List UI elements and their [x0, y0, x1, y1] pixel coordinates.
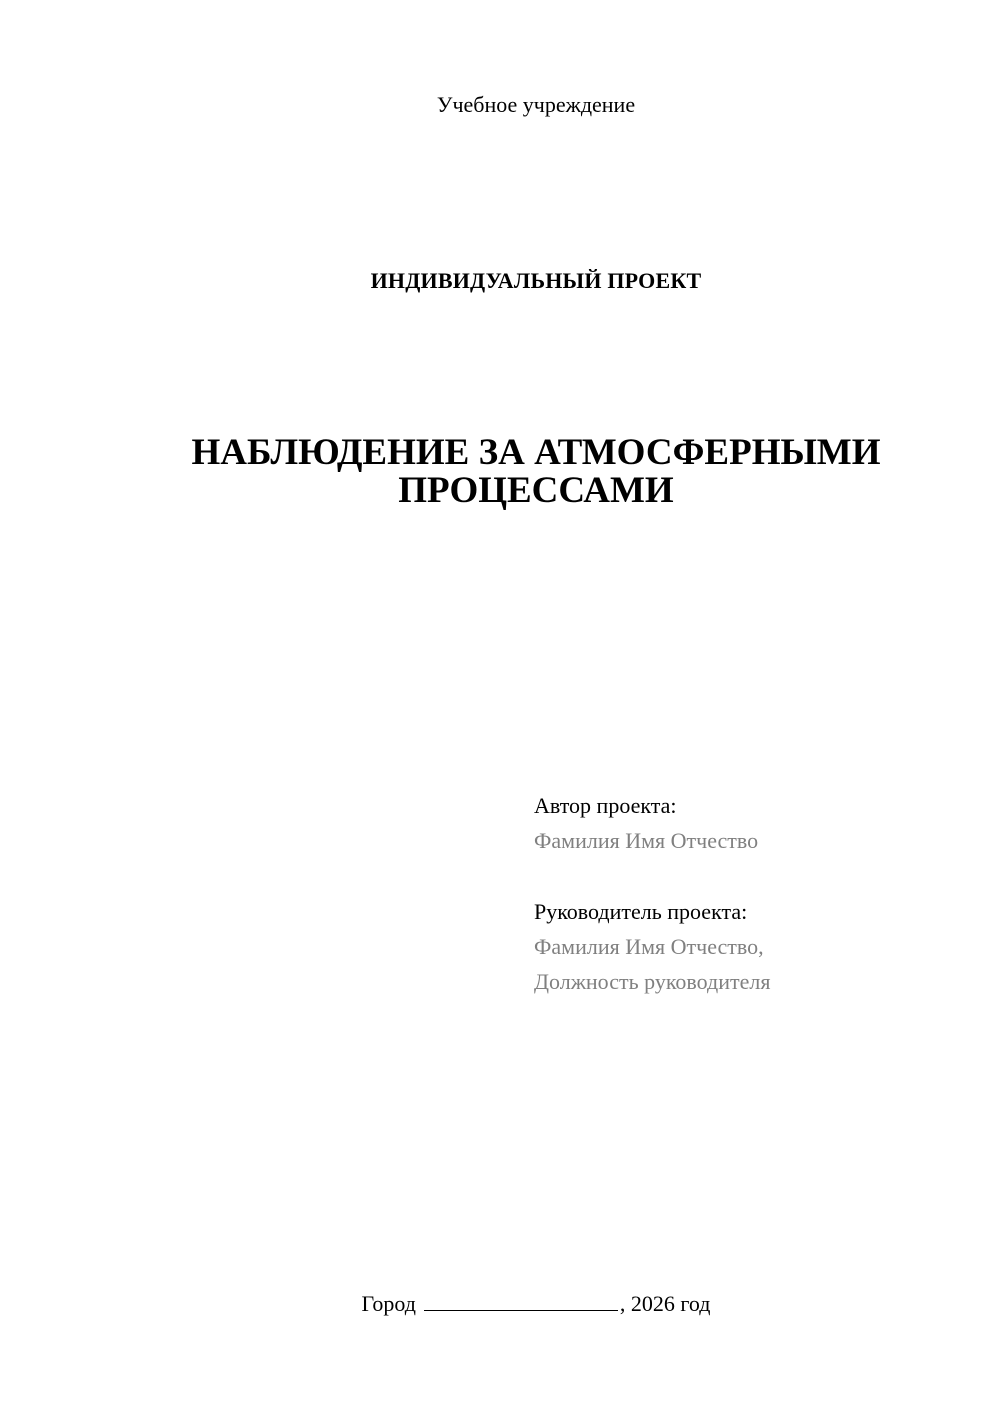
- project-title-line-2: ПРОЦЕССАМИ: [398, 470, 674, 511]
- project-type-heading: [136, 268, 936, 294]
- institution-header: [136, 92, 936, 118]
- city-year-footer: [136, 1290, 936, 1318]
- supervisor-block: [534, 894, 974, 999]
- author-name-placeholder: Фамилия Имя Отчество: [534, 828, 759, 853]
- project-title: [136, 434, 936, 510]
- author-label: Автор проекта:: [534, 793, 677, 818]
- supervisor-position-placeholder: Должность руководителя: [534, 969, 771, 994]
- project-title-line-1: НАБЛЮДЕНИЕ ЗА АТМОСФЕРНЫМИ: [191, 432, 881, 473]
- supervisor-label: Руководитель проекта:: [534, 899, 748, 924]
- author-block: [534, 788, 974, 858]
- institution-name: Учебное учреждение: [436, 92, 636, 117]
- project-type: ИНДИВИДУАЛЬНЫЙ ПРОЕКТ: [370, 268, 702, 293]
- supervisor-name-placeholder: Фамилия Имя Отчество,: [534, 934, 764, 959]
- city-blank-line: [424, 1290, 618, 1311]
- year-text: , 2026 год: [619, 1291, 711, 1316]
- city-label: Город: [361, 1291, 416, 1316]
